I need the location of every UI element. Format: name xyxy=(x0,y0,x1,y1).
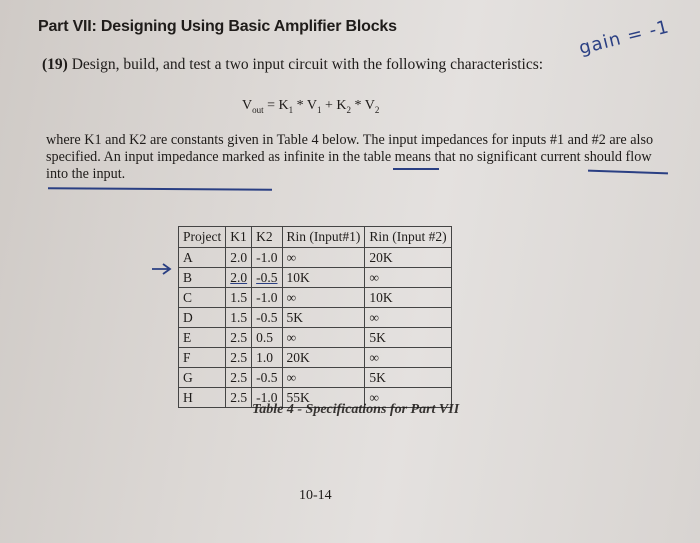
cell-rin1: ∞ xyxy=(282,288,365,308)
cell-k2: -0.5 xyxy=(252,368,282,388)
cell-k2: -1.0 xyxy=(252,248,282,268)
cell-rin1: ∞ xyxy=(282,328,365,348)
cell-rin2: 20K xyxy=(365,248,451,268)
cell-k1: 1.5 xyxy=(226,288,252,308)
underline-current-flow xyxy=(48,187,272,191)
cell-rin1: ∞ xyxy=(282,368,365,388)
output-formula: $V_{out} = K_1 * V_1 + K_2 * V_2$ xyxy=(242,98,380,115)
cell-rin2: 5K xyxy=(365,368,451,388)
header-k2: K2 xyxy=(252,227,282,248)
cell-rin2: ∞ xyxy=(365,268,451,288)
table-row xyxy=(179,368,452,388)
cell-project: F xyxy=(179,348,226,368)
cell-rin1: 5K xyxy=(282,308,365,328)
spec-table xyxy=(178,226,452,408)
table-row xyxy=(179,348,452,368)
cell-rin1: 20K xyxy=(282,348,365,368)
cell-rin2: 10K xyxy=(365,288,451,308)
table-row xyxy=(179,248,452,268)
table-header-row xyxy=(179,227,452,248)
cell-k2: 1.0 xyxy=(252,348,282,368)
cell-rin1: ∞ xyxy=(282,248,365,268)
description-text: where K1 and K2 are constants given in Table 4 below. The input impedances for inputs #1 and #2 are also specified. An input impedance marked as infinite in the table means that no significant current should flow into the input. xyxy=(46,132,654,182)
cell-k1: 2.0 xyxy=(226,248,252,268)
cell-k2: -1.0 xyxy=(252,388,282,408)
cell-rin2: 5K xyxy=(365,328,451,348)
cell-rin1: 10K xyxy=(282,268,365,288)
cell-k2: -0.5 xyxy=(252,308,282,328)
table-row xyxy=(179,308,452,328)
header-rin-input1: Rin (Input#1) xyxy=(282,227,365,248)
spec-table-container xyxy=(178,226,452,408)
cell-k1: 1.5 xyxy=(226,308,252,328)
header-rin-input2: Rin (Input #2) xyxy=(365,227,451,248)
handwritten-arrow-icon xyxy=(150,262,174,276)
table-row xyxy=(179,268,452,288)
description-paragraph xyxy=(46,132,676,183)
cell-k1: 2.5 xyxy=(226,368,252,388)
handwritten-gain-note: gain = -1 xyxy=(576,16,672,60)
cell-project: D xyxy=(179,308,226,328)
cell-rin2: ∞ xyxy=(365,348,451,368)
cell-project: G xyxy=(179,368,226,388)
cell-k1: 2.0 xyxy=(226,268,252,288)
header-k1: K1 xyxy=(226,227,252,248)
cell-k2: 0.5 xyxy=(252,328,282,348)
cell-rin2: ∞ xyxy=(365,308,451,328)
cell-project: B xyxy=(179,268,226,288)
problem-text: Design, build, and test a two input circuit with the following characteristics: xyxy=(71,56,544,73)
cell-rin2: ∞ xyxy=(365,388,451,408)
header-project: Project xyxy=(179,227,226,248)
cell-project: E xyxy=(179,328,226,348)
cell-k2: -1.0 xyxy=(252,288,282,308)
table-row xyxy=(179,288,452,308)
problem-number: (19) xyxy=(42,56,68,73)
cell-project: H xyxy=(179,388,226,408)
table-row xyxy=(179,328,452,348)
cell-project: A xyxy=(179,248,226,268)
page-number: 10-14 xyxy=(299,488,332,503)
section-heading: Part VII: Designing Using Basic Amplifier Blocks xyxy=(38,18,397,35)
cell-k1: 2.5 xyxy=(226,328,252,348)
cell-k1: 2.5 xyxy=(226,388,252,408)
cell-k2: -0.5 xyxy=(252,268,282,288)
problem-statement xyxy=(42,56,543,74)
cell-k1: 2.5 xyxy=(226,348,252,368)
cell-project: C xyxy=(179,288,226,308)
cell-rin1: 55K xyxy=(282,388,365,408)
table-caption: Table 4 - Specifications for Part VII xyxy=(252,402,460,417)
underline-infinite xyxy=(393,168,439,170)
